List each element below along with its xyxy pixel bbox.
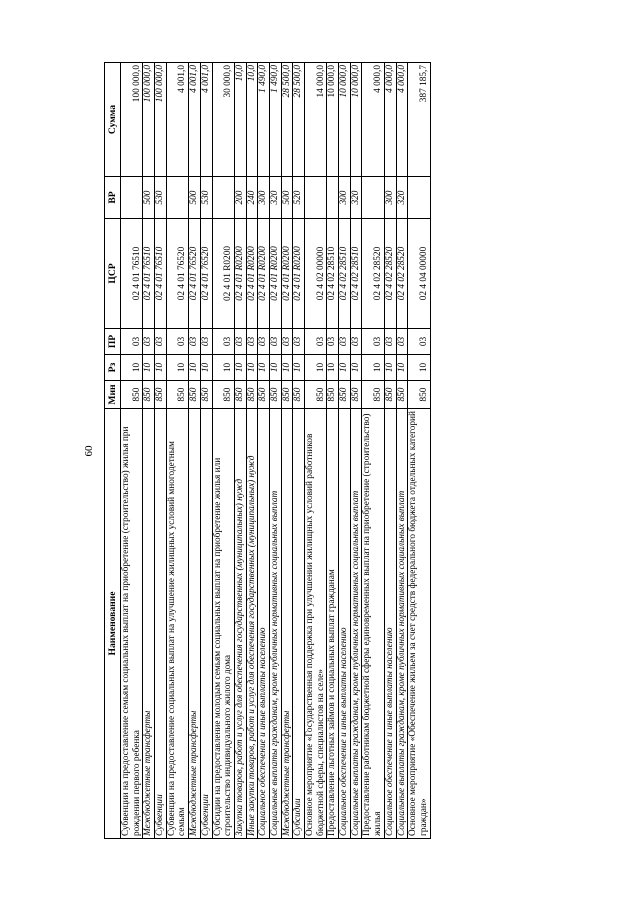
cell-name: Предоставление работникам бюджетной сферы единовременных выплат на приобретение (строительство) жилья: [362, 409, 384, 839]
cell-rz: 10: [293, 355, 305, 381]
cell-sum: 100 000,0: [143, 63, 155, 177]
cell-csr: 02 4 01 R0200: [281, 219, 293, 329]
cell-pr: 03: [200, 329, 212, 355]
cell-vr: 520: [293, 177, 305, 219]
budget-table: [104, 62, 431, 839]
cell-csr: 02 4 01 R0200: [246, 219, 258, 329]
cell-name: Субсидии: [293, 409, 305, 839]
cell-rz: 10: [234, 355, 246, 381]
cell-pr: 03: [246, 329, 258, 355]
cell-min: 850: [258, 381, 270, 409]
cell-pr: 03: [258, 329, 270, 355]
table-row: [269, 63, 281, 839]
cell-pr: 03: [281, 329, 293, 355]
cell-name: Межбюджетные трансферты: [143, 409, 155, 839]
cell-rz: 10: [384, 355, 396, 381]
table-row: [281, 63, 293, 839]
cell-name: Субсидии на предоставление молодым семьям социальных выплат на приобретение жилья или строительство индивидуального жилого дома: [212, 409, 234, 839]
table-row: [293, 63, 305, 839]
table-row: [305, 63, 327, 839]
cell-pr: 03: [143, 329, 155, 355]
cell-pr: 03: [350, 329, 362, 355]
header-vr: ВР: [105, 177, 121, 219]
cell-sum: 10 000,0: [339, 63, 351, 177]
cell-min: 850: [246, 381, 258, 409]
cell-rz: 10: [212, 355, 234, 381]
cell-vr: 500: [189, 177, 201, 219]
table-row: [200, 63, 212, 839]
cell-rz: 10: [305, 355, 327, 381]
cell-sum: 1 490,0: [269, 63, 281, 177]
table-header-row: [105, 63, 121, 839]
cell-name: Социальное обеспечение и иные выплаты населению: [384, 409, 396, 839]
cell-name: Основное мероприятие «Обеспечение жильем за счет средств федерального бюджета отдельных категорий граждан»: [408, 409, 430, 839]
cell-rz: 10: [258, 355, 270, 381]
cell-csr: 02 4 02 28510: [327, 219, 339, 329]
table-row: [189, 63, 201, 839]
cell-min: 850: [327, 381, 339, 409]
table-row: [234, 63, 246, 839]
cell-sum: 4 001,0: [189, 63, 201, 177]
header-pr: ПР: [105, 329, 121, 355]
cell-csr: 02 4 02 28520: [384, 219, 396, 329]
page-number: 60: [83, 445, 95, 457]
header-csr: ЦСР: [105, 219, 121, 329]
cell-min: 850: [155, 381, 167, 409]
rotated-landscape-page: [78, 63, 568, 839]
cell-sum: 100 000,0: [155, 63, 167, 177]
cell-csr: 02 4 01 76510: [155, 219, 167, 329]
cell-pr: 03: [396, 329, 408, 355]
cell-min: 850: [350, 381, 362, 409]
cell-min: 850: [212, 381, 234, 409]
cell-name: Субвенции: [200, 409, 212, 839]
cell-vr: [327, 177, 339, 219]
cell-vr: 530: [200, 177, 212, 219]
cell-pr: 03: [293, 329, 305, 355]
cell-csr: 02 4 04 00000: [408, 219, 430, 329]
cell-vr: 300: [384, 177, 396, 219]
cell-sum: 387 185,7: [408, 63, 430, 177]
table-body: [121, 63, 431, 839]
cell-rz: 10: [339, 355, 351, 381]
cell-sum: 100 000,0: [121, 63, 143, 177]
table-row: [258, 63, 270, 839]
cell-name: Субвенции: [155, 409, 167, 839]
cell-csr: 02 4 01 R0200: [212, 219, 234, 329]
cell-sum: 4 000,0: [396, 63, 408, 177]
cell-name: Социальное обеспечение и иные выплаты населению: [339, 409, 351, 839]
table-row: [339, 63, 351, 839]
cell-csr: 02 4 01 R0200: [234, 219, 246, 329]
cell-sum: 4 000,0: [384, 63, 396, 177]
cell-vr: 320: [350, 177, 362, 219]
cell-name: Социальные выплаты гражданам, кроме публичных нормативных социальных выплат: [396, 409, 408, 839]
cell-pr: 03: [212, 329, 234, 355]
cell-vr: 320: [396, 177, 408, 219]
cell-rz: 10: [269, 355, 281, 381]
table-row: [327, 63, 339, 839]
table-row: [246, 63, 258, 839]
cell-vr: [362, 177, 384, 219]
cell-name: Социальные выплаты гражданам, кроме публичных нормативных социальных выплат: [350, 409, 362, 839]
cell-name: Субвенции на предоставление социальных выплат на улучшение жилищных условий многодетным семьям: [166, 409, 188, 839]
cell-csr: 02 4 02 28510: [339, 219, 351, 329]
cell-name: Межбюджетные трансферты: [189, 409, 201, 839]
header-rz: Рз: [105, 355, 121, 381]
cell-name: Социальное обеспечение и иные выплаты населению: [258, 409, 270, 839]
cell-name: Закупка товаров, работ и услуг для обеспечения государственных (муниципальных) нужд: [234, 409, 246, 839]
cell-sum: 4 001,0: [200, 63, 212, 177]
cell-csr: 02 4 01 76510: [143, 219, 155, 329]
cell-sum: 4 000,0: [362, 63, 384, 177]
cell-min: 850: [408, 381, 430, 409]
cell-min: 850: [339, 381, 351, 409]
cell-pr: 03: [189, 329, 201, 355]
table-row: [384, 63, 396, 839]
cell-vr: 300: [339, 177, 351, 219]
cell-sum: 10,0: [234, 63, 246, 177]
cell-csr: 02 4 01 R0200: [269, 219, 281, 329]
cell-vr: 300: [258, 177, 270, 219]
cell-rz: 10: [281, 355, 293, 381]
cell-csr: 02 4 01 R0200: [293, 219, 305, 329]
cell-rz: 10: [408, 355, 430, 381]
table-row: [121, 63, 143, 839]
cell-rz: 10: [362, 355, 384, 381]
cell-sum: 1 490,0: [258, 63, 270, 177]
cell-name: Межбюджетные трансферты: [281, 409, 293, 839]
cell-pr: 03: [384, 329, 396, 355]
cell-name: Социальные выплаты гражданам, кроме публичных нормативных социальных выплат: [269, 409, 281, 839]
cell-min: 850: [305, 381, 327, 409]
cell-min: 850: [200, 381, 212, 409]
cell-vr: 240: [246, 177, 258, 219]
table-row: [166, 63, 188, 839]
cell-vr: 530: [155, 177, 167, 219]
cell-name: Основное мероприятие «Государственная поддержка при улучшении жилищных условий работников бюджетной сферы, специалистов на селе»: [305, 409, 327, 839]
cell-vr: 500: [281, 177, 293, 219]
cell-vr: [212, 177, 234, 219]
cell-sum: 30 000,0: [212, 63, 234, 177]
cell-pr: 03: [121, 329, 143, 355]
cell-min: 850: [269, 381, 281, 409]
cell-rz: 10: [155, 355, 167, 381]
cell-csr: 02 4 01 R0200: [258, 219, 270, 329]
table-row: [350, 63, 362, 839]
table-row: [143, 63, 155, 839]
cell-name: Предоставление льготных займов и социальных выплат гражданам: [327, 409, 339, 839]
header-min: Мин: [105, 381, 121, 409]
cell-vr: [305, 177, 327, 219]
cell-pr: 03: [339, 329, 351, 355]
cell-csr: 02 4 01 76520: [166, 219, 188, 329]
cell-sum: 10 000,0: [350, 63, 362, 177]
cell-min: 850: [189, 381, 201, 409]
cell-rz: 10: [189, 355, 201, 381]
cell-sum: 10,0: [246, 63, 258, 177]
cell-vr: [166, 177, 188, 219]
cell-sum: 14 000,0: [305, 63, 327, 177]
cell-csr: 02 4 01 76510: [121, 219, 143, 329]
cell-pr: 03: [408, 329, 430, 355]
cell-min: 850: [362, 381, 384, 409]
table-row: [408, 63, 430, 839]
table-row: [155, 63, 167, 839]
cell-sum: 10 000,0: [327, 63, 339, 177]
cell-sum: 28 500,0: [293, 63, 305, 177]
cell-min: 850: [166, 381, 188, 409]
cell-vr: 500: [143, 177, 155, 219]
cell-vr: 200: [234, 177, 246, 219]
cell-pr: 03: [166, 329, 188, 355]
cell-pr: 03: [327, 329, 339, 355]
cell-pr: 03: [305, 329, 327, 355]
cell-pr: 03: [155, 329, 167, 355]
cell-rz: 10: [200, 355, 212, 381]
cell-csr: 02 4 02 28520: [362, 219, 384, 329]
cell-rz: 10: [246, 355, 258, 381]
cell-rz: 10: [396, 355, 408, 381]
header-name: Наименование: [105, 409, 121, 839]
cell-vr: [121, 177, 143, 219]
cell-csr: 02 4 02 28520: [396, 219, 408, 329]
cell-vr: [408, 177, 430, 219]
cell-name: Субвенции на предоставление семьям социальных выплат на приобретение (строительство) жилья при рождении первого ребенка: [121, 409, 143, 839]
cell-min: 850: [234, 381, 246, 409]
table-row: [396, 63, 408, 839]
cell-sum: 4 001,0: [166, 63, 188, 177]
cell-csr: 02 4 01 76520: [189, 219, 201, 329]
cell-min: 850: [281, 381, 293, 409]
cell-rz: 10: [350, 355, 362, 381]
cell-csr: 02 4 02 00000: [305, 219, 327, 329]
cell-rz: 10: [143, 355, 155, 381]
cell-min: 850: [143, 381, 155, 409]
cell-min: 850: [293, 381, 305, 409]
cell-pr: 03: [269, 329, 281, 355]
cell-name: Иные закупки товаров, работ и услуг для обеспечения государственных (муниципальных) нужд: [246, 409, 258, 839]
header-sum: Сумма: [105, 63, 121, 177]
cell-rz: 10: [166, 355, 188, 381]
cell-min: 850: [396, 381, 408, 409]
cell-min: 850: [384, 381, 396, 409]
cell-sum: 28 500,0: [281, 63, 293, 177]
cell-csr: 02 4 01 76520: [200, 219, 212, 329]
table-row: [212, 63, 234, 839]
table-row: [362, 63, 384, 839]
cell-csr: 02 4 02 28510: [350, 219, 362, 329]
cell-vr: 320: [269, 177, 281, 219]
cell-rz: 10: [327, 355, 339, 381]
cell-min: 850: [121, 381, 143, 409]
cell-rz: 10: [121, 355, 143, 381]
cell-pr: 03: [234, 329, 246, 355]
cell-pr: 03: [362, 329, 384, 355]
